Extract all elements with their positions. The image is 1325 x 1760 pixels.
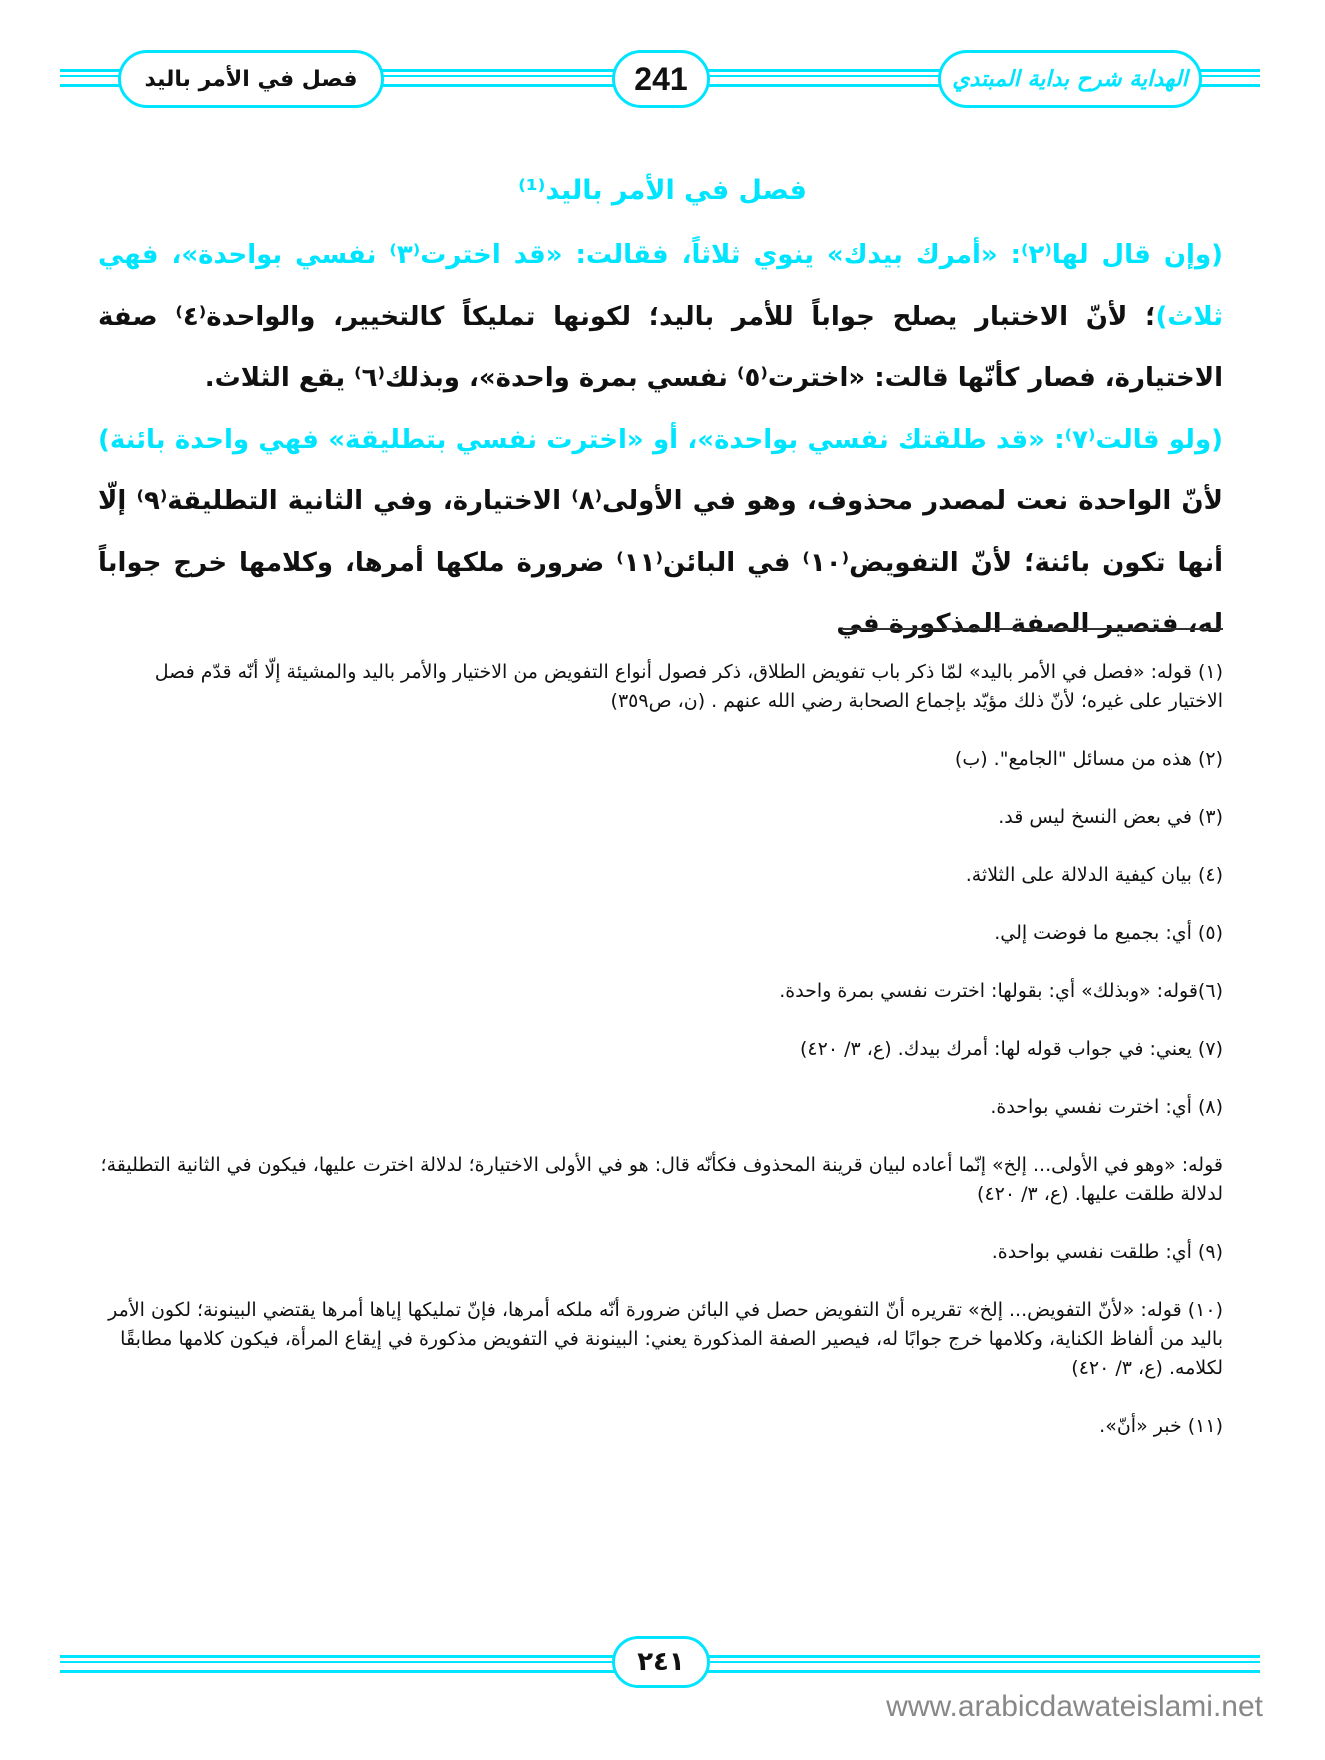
footnote: (١٠) قوله: «لأنّ التفويض... إلخ» تقريره أنّ التفويض حصل في البائن ضرورة أنّه ملكه أمرها، فإنّ تمليكها إياها أمرها يقتضي البينونة؛ لكون الأمر باليد من ألفاظ الكناية، وكلامها خرج جوابًا له، فيصير الصفة المذكورة يعني: البينونة في التفويض مذكورة في إيقاع المرأة، فيكون كلامها مطابقًا لكلامه. (ع، ٣/ ٤٢٠) — [108, 1299, 1223, 1379]
footnote: (٦)قوله: «وبذلك» أي: بقولها: اخترت نفسي بمرة واحدة. — [779, 980, 1223, 1002]
footnote: (٨) أي: اخترت نفسي بواحدة. — [990, 1096, 1223, 1118]
footnote: (٧) يعني: في جواب قوله لها: أمرك بيدك. (ع، ٣/ ٤٢٠) — [800, 1038, 1223, 1060]
footnote: (٩) أي: طلقت نفسي بواحدة. — [991, 1241, 1223, 1263]
footnote: (٥) أي: بجميع ما فوضت إلي. — [994, 922, 1223, 944]
paragraph — [98, 410, 1223, 656]
matn-text: (وإن قال لها⁽٢⁾: «أمرك بيدك» ينوي ثلاثاً، فقالت: «قد اخترت⁽٣⁾ نفسي بواحدة»، فهي ثلاث) — [98, 240, 1223, 332]
matn-text: (ولو قالت⁽٧⁾: «قد طلقتك نفسي بواحدة»، أو «اخترت نفسي بتطليقة» فهي واحدة بائنة) — [98, 424, 1223, 455]
book-title: الهداية شرح بداية المبتدي — [938, 50, 1202, 108]
footer-page-number: ٢٤١ — [612, 1636, 710, 1688]
footnote: (١١) خبر «أنّ». — [1099, 1415, 1223, 1437]
footnote: (١) قوله: «فصل في الأمر باليد» لمّا ذكر باب تفويض الطلاق، ذكر فصول أنواع التفويض من الاختيار والأمر باليد والمشيئة إلّا أنّه قدّم فصل الاختيار على غيره؛ لأنّ ذلك مؤيّد بإجماع الصحابة رضي الله عنهم . (ن، ص٣٥٩) — [154, 661, 1223, 712]
footnote: قوله: «وهو في الأولى... إلخ» إنّما أعاده لبيان قرينة المحذوف فكأنّه قال: هو في الأولى الاختيارة؛ لدلالة اخترت عليها، فيكون في الثانية التطليقة؛ لدلالة طلقت عليها. (ع، ٣/ ٤٢٠) — [100, 1154, 1223, 1205]
chapter-title: فصل في الأمر باليد — [118, 50, 384, 108]
section-title: فصل في الأمر باليد⁽¹⁾ — [518, 175, 807, 206]
page-number: 241 — [612, 50, 710, 108]
paragraph — [98, 225, 1223, 410]
main-text — [98, 225, 1223, 656]
footnote: (٢) هذه من مسائل "الجامع". (ب) — [954, 748, 1223, 770]
footnote-divider — [843, 628, 1223, 630]
watermark: www.arabicdawateislami.net — [886, 1690, 1263, 1723]
sharh-text: لأنّ الواحدة نعت لمصدر محذوف، وهو في الأولى⁽٨⁾ الاختيارة، وفي الثانية التطليقة⁽٩⁾ إلّا أنها تكون بائنة؛ لأنّ التفويض⁽١٠⁾ في البائن⁽١١⁾ ضرورة ملكها أمرها، وكلامها خرج جواباً له، فتصير الصفة المذكورة في — [98, 486, 1223, 639]
sharh-text: ؛ لأنّ الاختبار يصلح جواباً للأمر باليد؛ لكونها تمليكاً كالتخيير، والواحدة⁽٤⁾ صفة الاختيارة، فصار كأنّها قالت: «اخترت⁽٥⁾ نفسي بمرة واحدة»، وبذلك⁽٦⁾ يقع الثلاث. — [98, 301, 1223, 393]
footnote: (٣) في بعض النسخ ليس قد. — [998, 806, 1223, 828]
footnotes — [98, 658, 1223, 1470]
footnote: (٤) بيان كيفية الدلالة على الثلاثة. — [965, 864, 1223, 886]
